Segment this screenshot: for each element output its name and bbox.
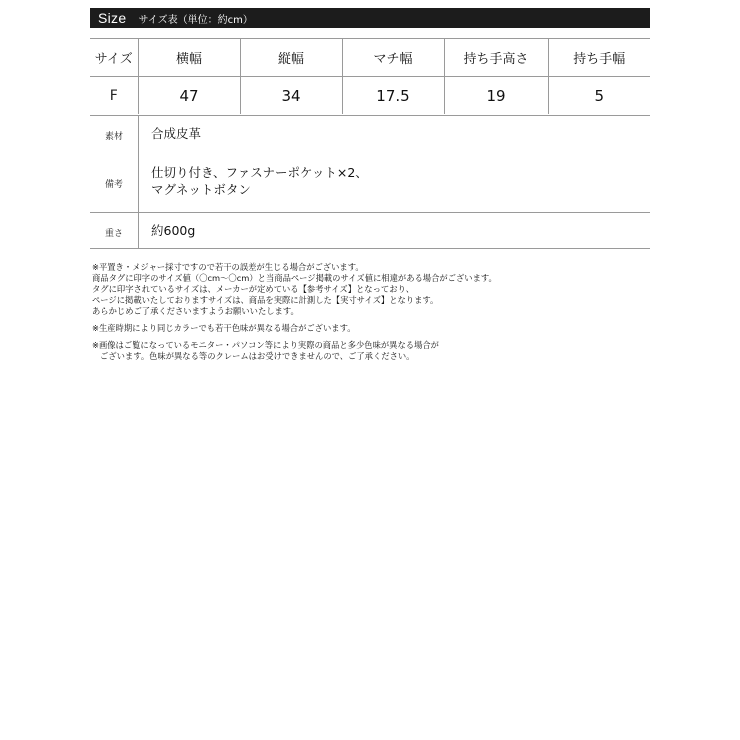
notes-value-line2: マグネットボタン [151,182,251,197]
column-header-width: 横幅 [138,39,240,77]
disclaimer-line: あらかじめご了承くださいますようお願いいたします。 [92,306,299,316]
table-row [90,77,650,115]
size-table-header-row [90,39,650,77]
disclaimer-line: ございます。色味が異なる等のクレームはお受けできませんので、ご了承ください。 [100,351,415,361]
size-header-bar [90,8,650,28]
notes-label: 備考 [104,180,123,190]
size-label: F [90,77,138,115]
value-handle-width: 5 [594,86,605,105]
property-separator [90,212,650,213]
value-handle-height: 19 [444,77,548,115]
size-title: Size [98,10,127,26]
weight-label: 重さ [104,229,123,239]
value-width: 47 [138,77,240,115]
disclaimer-line: 商品タグに印字のサイズ値（〇cm～〇cm）と当商品ページ掲載のサイズ値に相違がある場合がございます。 [92,273,497,283]
column-header-gusset: マチ幅 [342,39,444,77]
weight-value: 約600g [151,223,196,238]
column-header-handle-height: 持ち手高さ [444,39,548,77]
disclaimer-line: ※生産時期により同じカラーでも若干色味が異なる場合がございます。 [92,323,356,333]
table-bottom-border [90,248,650,249]
column-header-height: 縦幅 [240,39,342,77]
disclaimer-line: ページに掲載いたしておりますサイズは、商品を実際に計測した【実寸サイズ】となります。 [92,295,439,305]
table-separator [90,115,650,116]
property-column-divider [138,116,139,248]
value-gusset: 17.5 [342,77,444,115]
value-height: 34 [240,77,342,115]
size-table [90,39,650,114]
disclaimer-line: ※画像はご覧になっているモニター・パソコン等により実際の商品と多少色味が異なる場合が [92,340,439,350]
disclaimer-line: ※平置き・メジャー採寸ですので若干の誤差が生じる場合がございます。 [92,262,364,272]
size-subtitle: サイズ表（単位：約cm） [138,14,253,26]
row-label-header: サイズ [90,39,138,77]
material-value: 合成皮革 [151,126,202,141]
disclaimer-line: タグに印字されているサイズは、メーカーが定めている【参考サイズ】となっており、 [92,284,415,294]
material-label: 素材 [104,132,123,142]
notes-value-line1: 仕切り付き、ファスナーポケット×2、 [151,165,368,180]
disclaimer-notes [92,262,652,362]
column-header-handle-width: 持ち手幅 [548,39,650,77]
